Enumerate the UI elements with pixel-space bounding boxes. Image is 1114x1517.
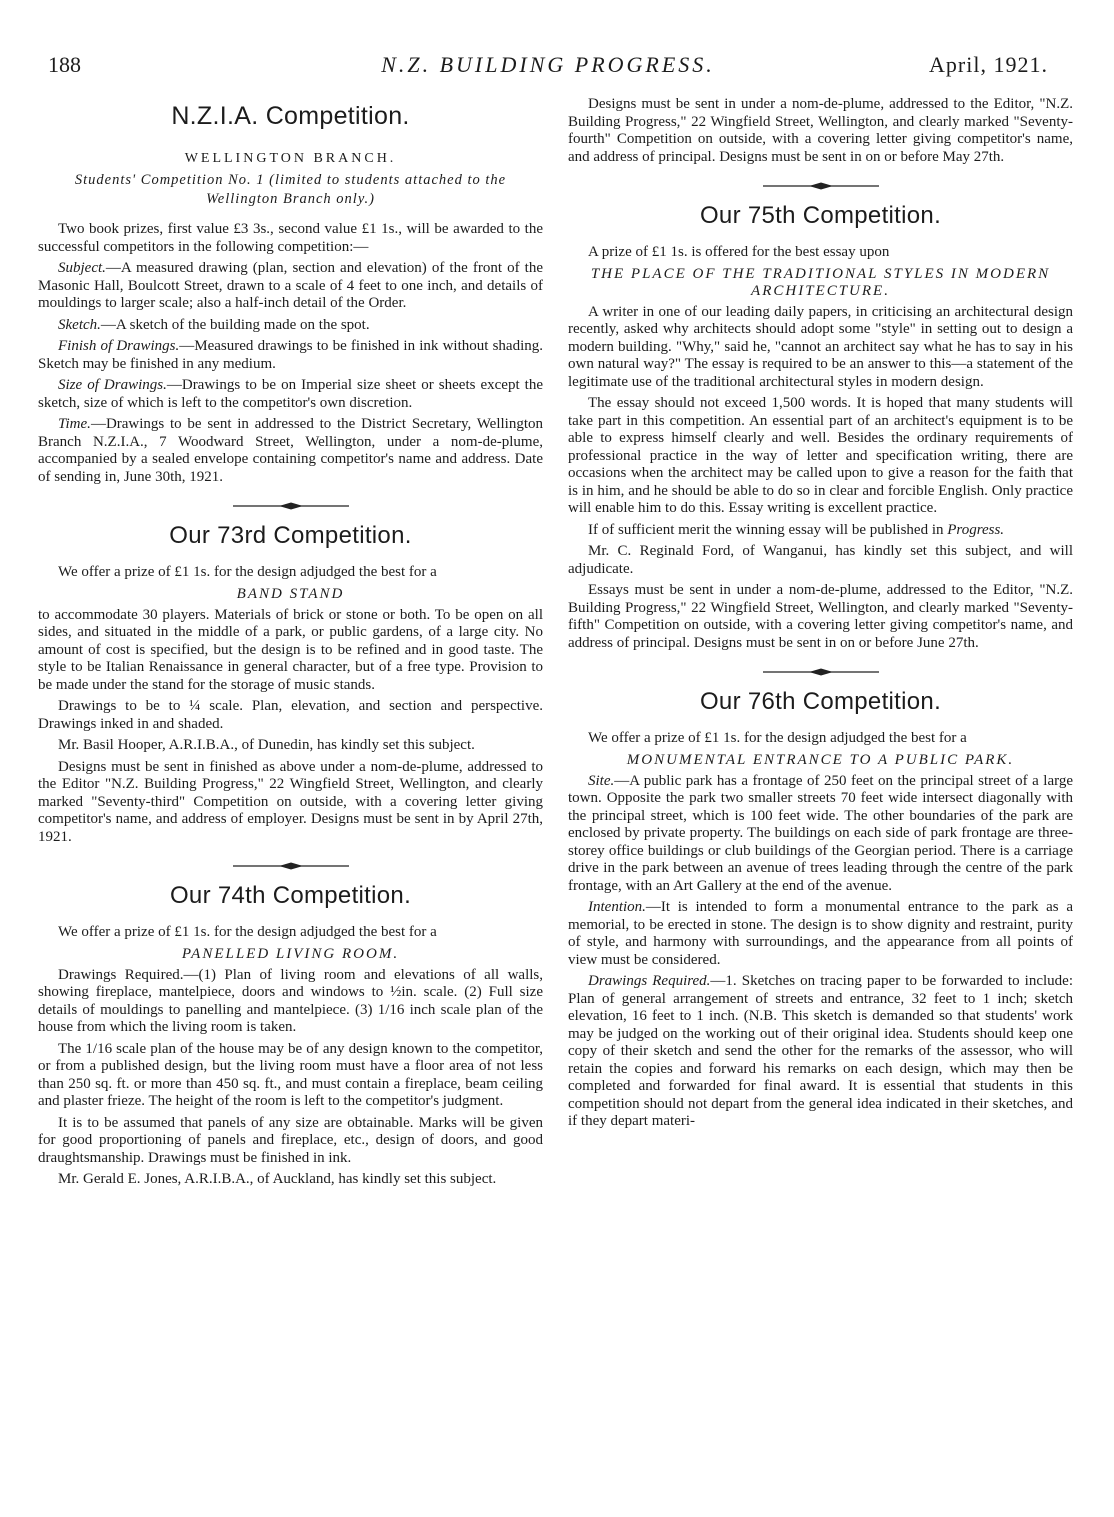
page-number: 188: [48, 52, 81, 77]
paragraph: Essays must be sent in under a nom-de-plume, addressed to the Editor, "N.Z. Building Progress," 22 Wingfield Street, Wellington, and clearly marked "Seventy-fifth" Competition on outside, with a covering letter giving competitor's name, and address of principal. Designs must be sent in on or before June 27th.: [568, 582, 1073, 651]
lead-term: Intention.: [588, 899, 646, 915]
journal-title: N.Z. BUILDING PROGRESS.: [381, 52, 715, 77]
section-title: Our 75th Competition.: [699, 202, 942, 229]
section-divider: [568, 182, 1073, 190]
section-title: Our 76th Competition.: [699, 688, 942, 715]
paragraph: The 1/16 scale plan of the house may be of any design known to the competitor, or from a published design, but the living room must have a floor area of not less than 250 sq. ft. or more than 450 sq. ft., and must contain a fireplace, beam ceiling and plaster frieze. The height of the room is left to the competitor's judgment.: [38, 1040, 543, 1109]
section-divider: [568, 668, 1073, 676]
paragraph: We offer a prize of £1 1s. for the design adjudged the best for a: [58, 924, 437, 940]
competition-subject: BAND STAND: [236, 585, 345, 602]
right-column: [568, 96, 1073, 1135]
paragraph: Drawings Required.—1. Sketches on tracing paper to be forwarded to include: Plan of general arrangement of streets and entrance, 32 feet to 1 inch; sketch elevation, 16 feet to 1 inch. (N.B. This sketch is demanded so that students' work may be judged on the working out of their original idea. Students should keep one copy of their sketch and send the other for the remarks of the assessor, who will retain the copies and forward his remarks on each design, which may then be completed and forwarded for final award. It is essential that students in this competition should not depart from the general idea indicated in their sketches, and if they depart materi-: [568, 973, 1073, 1129]
paragraph: It is to be assumed that panels of any size are obtainable. Marks will be given for good proportioning of panels and fireplace, etc., design of doors, and good draughtsmanship. Drawings must be finished in ink.: [38, 1114, 543, 1166]
paragraph: Mr. Gerald E. Jones, A.R.I.B.A., of Auckland, has kindly set this subject.: [58, 1171, 497, 1187]
lead-term: Drawings Required.: [588, 973, 711, 989]
lead-term: Site.: [588, 772, 615, 789]
paragraph: A prize of £1 1s. is offered for the best essay upon: [588, 244, 890, 260]
paragraph: Subject.—A measured drawing (plan, section and elevation) of the front of the Masonic Hall, Boulcott Street, drawn to a scale of 4 feet to one inch, and details of mouldings to larger scale; also a half-inch detail of the Order.: [38, 260, 543, 311]
paragraph: Drawings to be to ¼ scale. Plan, elevation, and section and perspective. Drawings inked in and shaded.: [38, 698, 543, 732]
section-title: Our 74th Competition.: [169, 882, 412, 909]
divider-ornament: [231, 502, 351, 510]
lead-term: Subject.: [58, 260, 106, 276]
competition-73: [38, 522, 543, 846]
paragraph: Intention.—It is intended to form a monumental entrance to the park as a memorial, to be erected in stone. The design is to show dignity and restraint, purity of style, and harmony with surroundings, and the appearance from all points of view must be considered.: [568, 899, 1073, 968]
divider-ornament: [761, 182, 881, 190]
nzia-competition: [38, 102, 543, 486]
competition-subject: THE PLACE OF THE TRADITIONAL STYLES IN MODERN ARCHITECTURE.: [590, 265, 1051, 299]
paragraph: Finish of Drawings.—Measured drawings to be finished in ink without shading. Sketch may be finished in any medium.: [38, 338, 543, 372]
paragraph: Mr. Basil Hooper, A.R.I.B.A., of Dunedin, has kindly set this subject.: [58, 737, 475, 753]
section-title: N.Z.I.A. Competition.: [171, 102, 410, 130]
branch-heading: WELLINGTON BRANCH.: [184, 151, 397, 166]
page-header: [48, 52, 1048, 82]
paragraph: If of sufficient merit the winning essay will be published in Progress.: [588, 521, 1005, 538]
competition-subject: PANELLED LIVING ROOM.: [181, 945, 400, 962]
italic-title: Progress.: [947, 521, 1005, 538]
paragraph: Designs must be sent in under a nom-de-plume, addressed to the Editor, "N.Z. Building Progress," 22 Wingfield Street, Wellington, and clearly marked "Seventy-fourth" Competition on outside, with a covering letter giving competitor's name, and address of principal. Designs must be sent in on or before May 27th.: [568, 96, 1073, 165]
paragraph: Sketch.—A sketch of the building made on the spot.: [58, 316, 370, 333]
competition-74: [38, 882, 543, 1189]
section-divider: [38, 862, 543, 870]
competition-76: [568, 688, 1073, 1131]
lead-term: Size of Drawings.: [58, 377, 167, 393]
divider-ornament: [761, 668, 881, 676]
lead-term: Time.: [58, 416, 91, 432]
section-title: Our 73rd Competition.: [169, 522, 412, 549]
paragraph: Designs must be sent in finished as above under a nom-de-plume, addressed to the Editor "N.Z. Building Progress," 22 Wingfield Street, Wellington, and clearly marked "Seventy-third" Competition on outside, with a covering letter giving competitor's name, and address of employer. Designs must be sent in by April 27th, 1921.: [38, 758, 543, 845]
paragraph: We offer a prize of £1 1s. for the design adjudged the best for a: [588, 730, 967, 746]
paragraph: We offer a prize of £1 1s. for the design adjudged the best for a: [58, 564, 437, 580]
paragraph: to accommodate 30 players. Materials of brick or stone or both. To be open on all sides, and situated in the middle of a park, or public gardens, of a large city. No amount of cost is specified, but the design is to be refined and in good taste. The style to be Italian Renaissance in general character, but of a free type. Provision to be made under the stand for the storage of music stands.: [38, 606, 543, 693]
paragraph: Site.—A public park has a frontage of 250 feet on the principal street of a large town. Opposite the park two smaller streets 70 feet wide intersect diagonally with the principal street, which is 100 feet wide. The other boundaries of the park are enclosed by private property. The buildings on each side of park frontage are three-storey office buildings or club buildings of the Georgian period. There is a carriage drive in the park between an avenue of trees leading through the centre of the park frontage, with an Art Gallery at the end of the avenue.: [568, 772, 1073, 894]
competition-subject: MONUMENTAL ENTRANCE TO A PUBLIC PARK.: [626, 751, 1015, 768]
lead-term: Finish of Drawings.: [58, 338, 180, 354]
paragraph: Size of Drawings.—Drawings to be on Imperial size sheet or sheets except the sketch, size of which is left to the competitor's own discretion.: [38, 377, 544, 411]
paragraph: Two book prizes, first value £3 3s., second value £1 1s., will be awarded to the successful competitors in the following competition:—: [38, 221, 543, 255]
paragraph: The essay should not exceed 1,500 words. It is hoped that many students will take part in this competition. An essential part of an architect's equipment is to be able to express himself clearly and well. Besides the ordinary requirements of professional practice in the way of letter and specification writing, there are occasions when the architect may be called upon to give a reason for the faith that is in him, and he should be able to do so in clear and forcible English. Only practice will enable him to do this. Essay writing is excellent practice.: [568, 395, 1073, 516]
divider-ornament: [231, 862, 351, 870]
paragraph: Mr. C. Reginald Ford, of Wanganui, has kindly set this subject, and will adjudicate.: [568, 543, 1073, 577]
lead-term: Sketch.: [58, 316, 101, 333]
paragraph: Drawings Required.—(1) Plan of living room and elevations of all walls, showing fireplace, mantelpiece, doors and windows to ½in. scale. (2) Full size details of mouldings to panelling and mantelpiece. (3) 1/16 inch scale plan of the house from which the living room is taken.: [38, 966, 543, 1035]
left-column: [38, 96, 543, 1193]
competition-75: [568, 202, 1073, 652]
paragraph: Time.—Drawings to be sent in addressed to the District Secretary, Wellington Branch N.Z.I.A., 7 Woodward Street, Wellington, under a nom-de-plume, accompanied by a sealed envelope containing competitor's name and address. Date of sending in, June 30th, 1921.: [38, 416, 543, 485]
section-divider: [38, 502, 543, 510]
section-subtitle: Students' Competition No. 1 (limited to students attached to the Wellington Branch only.): [74, 172, 507, 207]
paragraph: A writer in one of our leading daily papers, in criticising an architectural design recently, asked why architects should adopt some "style" in setting out to design a modern building. "Why," said he, "cannot an architect say what he has to say in his own natural way?" The essay is required to be an answer to this—a statement of the legitimate use of the traditional architectural styles in modern design.: [568, 303, 1073, 390]
issue-date: April, 1921.: [929, 52, 1048, 77]
